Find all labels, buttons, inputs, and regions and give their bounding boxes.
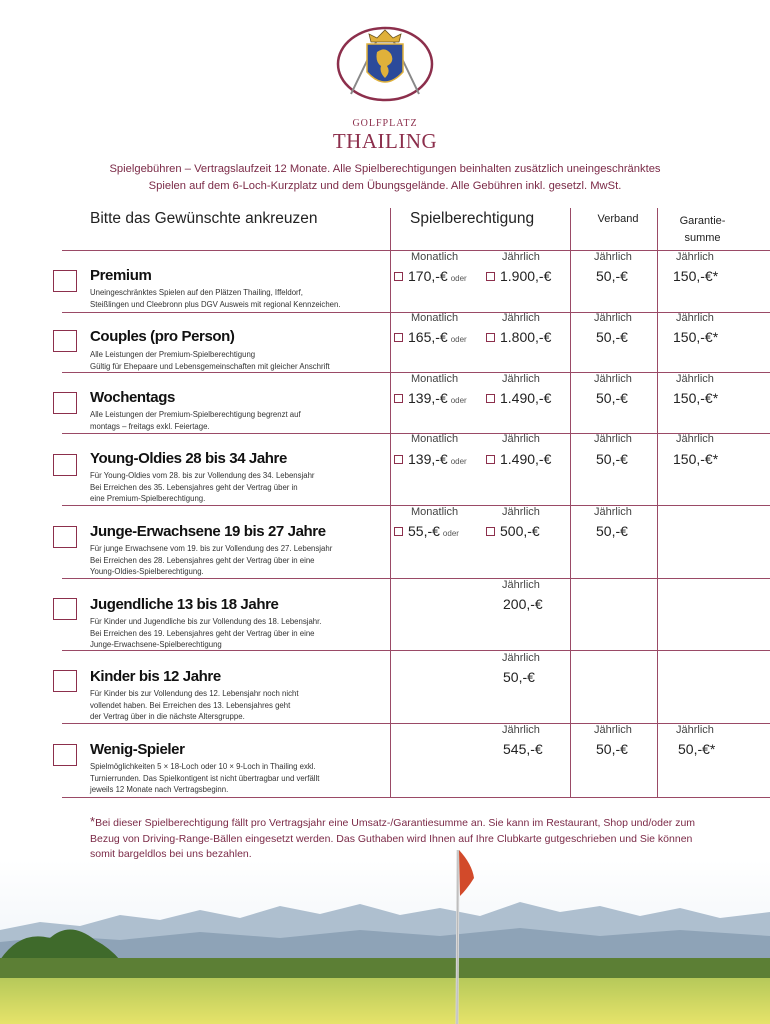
row-description: Alle Leistungen der Premium-Spielberechtigung Gültig für Ehepaare und Lebensgemeinschaften mit gleicher Anschrift: [90, 350, 330, 371]
price-guarantee: 150,-€*: [673, 329, 719, 345]
row-description: Für Young-Oldies vom 28. bis zur Vollendung des 34. Lebensjahr Bei Erreichen des 35. Lebensjahres geht der Vertrag über in eine Premium-Spielberechtigung.: [90, 471, 315, 503]
checkbox-monthly[interactable]: [394, 527, 403, 536]
row-divider: [62, 723, 770, 724]
oder-label: oder: [450, 274, 467, 283]
oder-label: oder: [450, 396, 467, 405]
guarantee-header-line-2: summe: [684, 232, 721, 244]
label-yearly: Jährlich: [676, 373, 714, 385]
oder-label: oder: [442, 529, 459, 538]
row-divider: [62, 797, 770, 798]
price-yearly: 1.490,-€: [500, 390, 552, 406]
price-association: 50,-€: [596, 523, 628, 539]
checkbox-monthly[interactable]: [394, 272, 403, 281]
row-description: Uneingeschränktes Spielen auf den Plätzen Thailing, Iffeldorf, Steißlingen und Cleebronn plus DGV Ausweis mit regional Kennzeichen.: [90, 288, 341, 309]
label-yearly: Jährlich: [502, 373, 540, 385]
price-yearly: 1.490,-€: [500, 451, 552, 467]
row-description: Für Kinder bis zur Vollendung des 12. Lebensjahr noch nicht vollendet haben. Bei Erreichen des 13. Lebensjahres geht der Vertrag über in die nächste Altersgruppe.: [90, 689, 299, 721]
oder-label: oder: [450, 457, 467, 466]
price-yearly-group: [486, 329, 551, 345]
label-yearly: Jährlich: [676, 251, 714, 263]
label-yearly: Jährlich: [502, 251, 540, 263]
footnote-text: Bei dieser Spielberechtigung fällt pro Vertragsjahr eine Umsatz-/Garantiesumme an. Sie kann im Restaurant, Shop und/oder zum Bezug von Driving-Range-Bällen eingesetzt werden. Das Guthaben wird Ihnen auf Ihre Clubkarte gutgeschrieben und Sie können somit bargeldlos bei uns bezahlen.: [90, 817, 696, 860]
row-title: Kinder bis 12 Jahre: [90, 668, 221, 685]
price-guarantee: 150,-€*: [673, 390, 719, 406]
label-yearly: Jährlich: [502, 433, 540, 445]
row-title: Jugendliche 13 bis 18 Jahre: [90, 596, 279, 613]
price-guarantee: 150,-€*: [673, 268, 719, 284]
checkbox-jugendliche[interactable]: [53, 598, 77, 620]
label-monthly: Monatlich: [411, 433, 459, 445]
price-yearly: 545,-€: [503, 741, 543, 757]
checkbox-premium[interactable]: [53, 270, 77, 292]
label-yearly: Jährlich: [676, 312, 714, 324]
label-yearly: Jährlich: [594, 373, 632, 385]
column-divider: [657, 208, 658, 798]
checkbox-wenig-spieler[interactable]: [53, 744, 77, 766]
label-yearly: Jährlich: [502, 506, 540, 518]
checkbox-couples[interactable]: [53, 330, 77, 352]
checkbox-monthly[interactable]: [394, 394, 403, 403]
row-title: Couples (pro Person): [90, 328, 235, 345]
row-title: Junge-Erwachsene 19 bis 27 Jahre: [90, 523, 326, 540]
column-divider: [390, 208, 391, 798]
checkbox-junge-erwachsene[interactable]: [53, 526, 77, 548]
label-yearly: Jährlich: [502, 312, 540, 324]
label-monthly: Monatlich: [411, 506, 459, 518]
checkbox-yearly[interactable]: [486, 455, 495, 464]
price-yearly: 1.900,-€: [500, 268, 552, 284]
price-monthly-group: [394, 523, 463, 539]
price-yearly: 200,-€: [503, 596, 543, 612]
price-yearly: 50,-€: [503, 669, 535, 685]
price-association: 50,-€: [596, 329, 628, 345]
price-yearly-group: [486, 268, 551, 284]
price-monthly: 139,-€: [408, 451, 448, 467]
price-association: 50,-€: [596, 268, 628, 284]
row-divider: [62, 578, 770, 579]
label-yearly: Jährlich: [502, 652, 540, 664]
price-yearly: 500,-€: [500, 523, 540, 539]
intro-line-1: Spielgebühren – Vertragslaufzeit 12 Monate. Alle Spielberechtigungen beinhalten zusätzlich uneingeschränktes: [109, 163, 661, 175]
label-monthly: Monatlich: [411, 312, 459, 324]
row-description: Für junge Erwachsene vom 19. bis zur Vollendung des 27. Lebensjahr Bei Erreichen des 28. Lebensjahres geht der Vertrag über in eine Young-Oldies-Spielberechtigung.: [90, 544, 333, 576]
row-description: Alle Leistungen der Premium-Spielberechtigung begrenzt auf montags – freitags exkl. Feiertage.: [90, 410, 301, 431]
brand-subtitle: GOLFPLATZ: [352, 118, 418, 129]
price-association: 50,-€: [596, 741, 628, 757]
label-yearly: Jährlich: [502, 579, 540, 591]
checkbox-young-oldies[interactable]: [53, 454, 77, 476]
column-header-guarantee: [660, 213, 745, 247]
price-yearly-group: [486, 523, 540, 539]
label-yearly: Jährlich: [502, 724, 540, 736]
price-yearly-group: [486, 451, 551, 467]
label-yearly: Jährlich: [676, 724, 714, 736]
price-association: 50,-€: [596, 390, 628, 406]
checkbox-yearly[interactable]: [486, 272, 495, 281]
price-monthly-group: [394, 329, 471, 345]
footnote-star: *: [90, 814, 96, 829]
checkbox-yearly[interactable]: [486, 394, 495, 403]
row-title: Wochentags: [90, 389, 175, 406]
price-monthly-group: [394, 268, 471, 284]
golf-club-crest-icon: [335, 22, 435, 102]
column-header-choose: Bitte das Gewünschte ankreuzen: [90, 210, 318, 227]
price-guarantee: 150,-€*: [673, 451, 719, 467]
price-association: 50,-€: [596, 451, 628, 467]
price-monthly-group: [394, 451, 471, 467]
checkbox-kinder[interactable]: [53, 670, 77, 692]
price-monthly: 55,-€: [408, 523, 440, 539]
label-yearly: Jährlich: [676, 433, 714, 445]
golf-flag-icon: [448, 846, 478, 1024]
checkbox-yearly[interactable]: [486, 333, 495, 342]
price-monthly-group: [394, 390, 471, 406]
label-monthly: Monatlich: [411, 373, 459, 385]
checkbox-wochentags[interactable]: [53, 392, 77, 414]
intro-line-2: Spielen auf dem 6-Loch-Kurzplatz und dem Übungsgelände. Alle Gebühren inkl. gesetzl. MwSt.: [148, 180, 622, 192]
row-description: Für Kinder und Jugendliche bis zur Vollendung des 18. Lebensjahr. Bei Erreichen des 19. Lebensjahres geht der Vertrag über in eine Junge-Erwachsene-Spielberechtigung: [90, 617, 322, 649]
row-title: Young-Oldies 28 bis 34 Jahre: [90, 450, 287, 467]
row-title: Premium: [90, 267, 152, 284]
column-header-association: Verband: [597, 213, 639, 225]
label-yearly: Jährlich: [594, 506, 632, 518]
oder-label: oder: [450, 335, 467, 344]
label-yearly: Jährlich: [594, 724, 632, 736]
column-header-permission: Spielberechtigung: [410, 210, 535, 227]
brand-name: THAILING: [332, 129, 438, 153]
label-yearly: Jährlich: [594, 251, 632, 263]
checkbox-yearly[interactable]: [486, 527, 495, 536]
label-yearly: Jährlich: [594, 312, 632, 324]
row-title: Wenig-Spieler: [90, 741, 185, 758]
golf-course-landscape-image: [0, 860, 770, 1024]
price-monthly: 139,-€: [408, 390, 448, 406]
price-yearly-group: [486, 390, 551, 406]
label-monthly: Monatlich: [411, 251, 459, 263]
column-divider: [570, 208, 571, 798]
intro-text: [60, 161, 710, 195]
label-yearly: Jährlich: [594, 433, 632, 445]
checkbox-monthly[interactable]: [394, 333, 403, 342]
price-monthly: 170,-€: [408, 268, 448, 284]
guarantee-header-line-1: Garantie-: [679, 215, 726, 227]
footnote: [90, 814, 720, 863]
price-guarantee: 50,-€*: [678, 741, 716, 757]
price-monthly: 165,-€: [408, 329, 448, 345]
price-yearly: 1.800,-€: [500, 329, 552, 345]
checkbox-monthly[interactable]: [394, 455, 403, 464]
row-description: Spielmöglichkeiten 5 × 18-Loch oder 10 × 9-Loch in Thailing exkl. Turnierrunden. Das Spielkontigent ist nicht übertragbar und verfällt jeweils 12 Monate nach Vertragsbeginn.: [90, 762, 320, 794]
